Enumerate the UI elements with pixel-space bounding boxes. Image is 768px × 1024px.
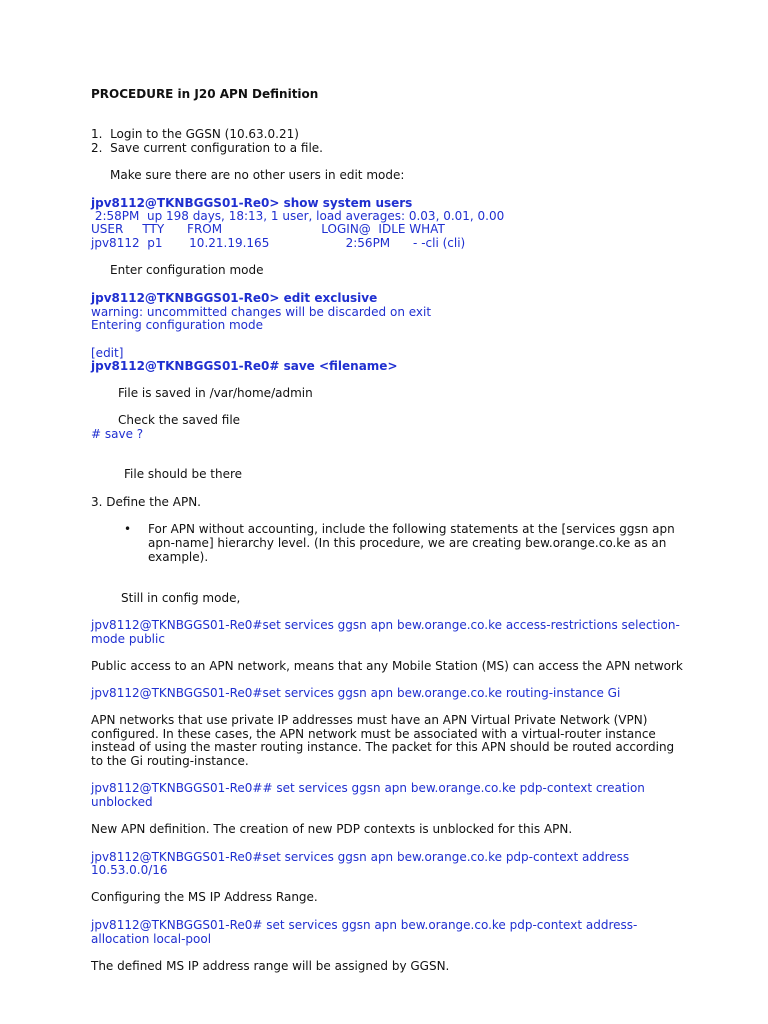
- assigned-by-ggsn-note: The defined MS IP address range will be assigned by GGSN.: [91, 959, 450, 973]
- saved-note: File is saved in /var/home/admin: [118, 386, 313, 400]
- should-be-note: File should be there: [124, 467, 243, 481]
- command-save-query: # save ?: [91, 427, 144, 441]
- output-uptime: 2:58PM up 198 days, 18:13, 1 user, load averages: 0.03, 0.01, 0.00: [91, 209, 505, 223]
- command-pdp-address: jpv8112@TKNBGGS01-Re0#set services ggsn apn bew.orange.co.ke pdp-context address: [91, 850, 630, 864]
- bullet-icon: •: [124, 522, 132, 536]
- edit-prompt: [edit]: [91, 346, 124, 360]
- no-users-note: Make sure there are no other users in edit mode:: [110, 168, 405, 182]
- step-2: 2. Save current configuration to a file.: [91, 141, 323, 155]
- bullet-line-2: apn-name] hierarchy level. (In this procedure, we are creating bew.orange.co.ke as an: [148, 536, 667, 550]
- step-3: 3. Define the APN.: [91, 495, 201, 509]
- command-save: jpv8112@TKNBGGS01-Re0# save <filename>: [91, 359, 398, 373]
- bullet-line-1: For APN without accounting, include the following statements at the [services ggsn apn: [148, 522, 675, 536]
- output-entering: Entering configuration mode: [91, 318, 264, 332]
- pdp-creation-note: New APN definition. The creation of new PDP contexts is unblocked for this APN.: [91, 822, 573, 836]
- command-pdp-creation-cont: unblocked: [91, 795, 153, 809]
- command-access-restrictions-cont: mode public: [91, 632, 165, 646]
- public-access-note: Public access to an APN network, means that any Mobile Station (MS) can access the APN network: [91, 659, 683, 673]
- command-address-allocation-cont: allocation local-pool: [91, 932, 212, 946]
- output-row: jpv8112 p1 10.21.19.165 2:56PM - -cli (cli): [91, 236, 466, 250]
- command-address-allocation: jpv8112@TKNBGGS01-Re0# set services ggsn apn bew.orange.co.ke pdp-context address-: [91, 918, 638, 932]
- command-show-users: jpv8112@TKNBGGS01-Re0> show system users: [91, 196, 413, 210]
- enter-config-note: Enter configuration mode: [110, 263, 264, 277]
- check-note: Check the saved file: [118, 413, 241, 427]
- command-edit-exclusive: jpv8112@TKNBGGS01-Re0> edit exclusive: [91, 291, 378, 305]
- vpn-note-line-1: APN networks that use private IP addresses must have an APN Virtual Private Network (VPN): [91, 713, 648, 727]
- command-routing-instance: jpv8112@TKNBGGS01-Re0#set services ggsn apn bew.orange.co.ke routing-instance Gi: [91, 686, 621, 700]
- vpn-note-line-3: instead of using the master routing instance. The packet for this APN should be routed according: [91, 740, 675, 754]
- ip-range-note: Configuring the MS IP Address Range.: [91, 890, 318, 904]
- command-pdp-address-cont: 10.53.0.0/16: [91, 863, 168, 877]
- command-access-restrictions: jpv8112@TKNBGGS01-Re0#set services ggsn apn bew.orange.co.ke access-restrictions selection-: [91, 618, 680, 632]
- command-pdp-creation: jpv8112@TKNBGGS01-Re0## set services ggsn apn bew.orange.co.ke pdp-context creation: [91, 781, 645, 795]
- step-1: 1. Login to the GGSN (10.63.0.21): [91, 127, 299, 141]
- vpn-note-line-4: to the Gi routing-instance.: [91, 754, 249, 768]
- still-config-note: Still in config mode,: [121, 591, 241, 605]
- bullet-line-3: example).: [148, 550, 209, 564]
- vpn-note-line-2: configured. In these cases, the APN network must be associated with a virtual-router instance: [91, 727, 656, 741]
- output-warning: warning: uncommitted changes will be discarded on exit: [91, 305, 432, 319]
- document-title: PROCEDURE in J20 APN Definition: [91, 87, 319, 101]
- output-header: USER TTY FROM LOGIN@ IDLE WHAT: [91, 222, 445, 236]
